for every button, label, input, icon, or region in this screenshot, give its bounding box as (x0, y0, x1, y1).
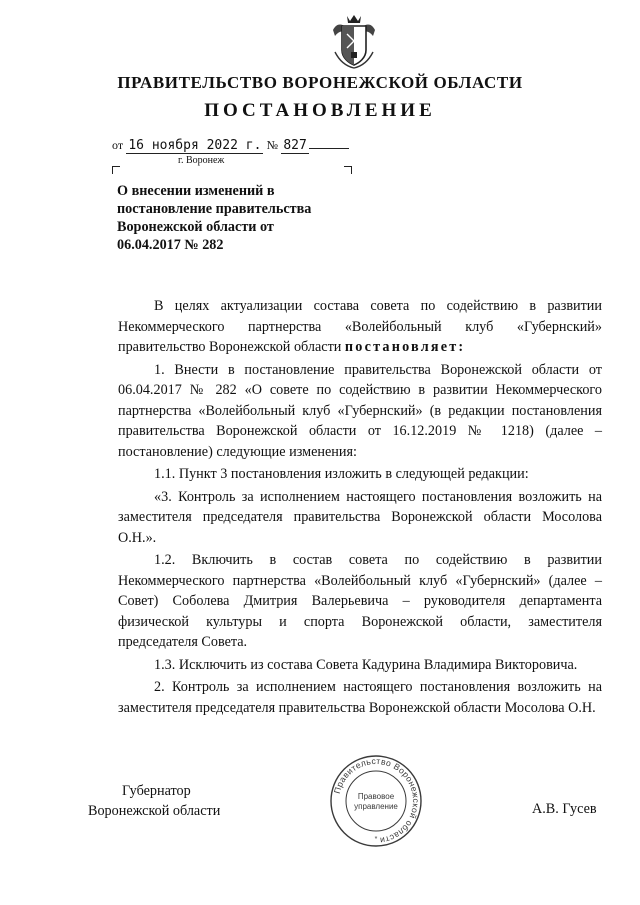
number-label: № (266, 138, 279, 152)
item-2: 2. Контроль за исполнением настоящего постановления возложить на заместителя председателя правительства Воронежской области Мосолова О.Н. (118, 679, 602, 716)
coat-of-arms-icon (329, 12, 379, 70)
stamp-seal-icon (328, 753, 424, 849)
document-body (118, 296, 602, 718)
number-underline (309, 148, 349, 149)
item-1-3: 1.3. Исключить из состава Совета Кадурина Владимира Викторовича. (154, 656, 578, 673)
subject-bracket-right (344, 166, 352, 174)
stamp-ring-text: Правительство Воронежской области (331, 755, 422, 846)
subject-line-1: О внесении изменений в (117, 183, 275, 199)
document-date: 16 ноября 2022 г. (128, 138, 262, 153)
from-label: от (112, 138, 124, 152)
stamp-center-line-2: управление (354, 802, 398, 811)
preamble-text: В целях актуализации состава совета по содействию в развитии Некоммерческого партнерства «Волейбольный клуб «Губернский» правительство Воронежской области (118, 298, 602, 355)
decree-word: постановляет: (344, 339, 466, 355)
stamp-center-line-1: Правовое (357, 792, 395, 801)
stamp-inner-ring (346, 771, 406, 831)
document-number: 827 (283, 138, 307, 153)
subject-line-2: постановление правительства (117, 201, 312, 217)
item-1-2: 1.2. Включить в состав совета по содействию в развитии Некоммерческого партнерства «Волейбольный клуб «Губернский» (далее – Совет) Соболева Дмитрия Валерьевича – руководителя департамента физической культуры и спорта Воронежской области, заместителя председателя Совета. (118, 552, 602, 650)
document-subject (117, 182, 357, 254)
position-line-1: Губернатор (122, 783, 191, 799)
city-label: г. Воронеж (178, 155, 225, 166)
signatory-position (88, 781, 220, 821)
subject-bracket-left (112, 166, 120, 174)
stamp-star-icon: * (374, 836, 378, 843)
position-line-2: Воронежской области (88, 803, 221, 819)
date-number-line (112, 137, 349, 153)
preamble-paragraph (118, 296, 602, 358)
item-1-1-quote: «3. Контроль за исполнением настоящего постановления возложить на заместителя председателя правительства Воронежской области Мосолова О.Н.». (118, 488, 602, 546)
document-type-title: ПОСТАНОВЛЕНИЕ (204, 100, 436, 121)
organization-title: ПРАВИТЕЛЬСТВО ВОРОНЕЖСКОЙ ОБЛАСТИ (117, 73, 523, 92)
signatory-name: А.В. Гусев (532, 801, 597, 817)
subject-line-3: Воронежской области от (117, 219, 274, 235)
item-1: 1. Внести в постановление правительства Воронежской области от 06.04.2017 № 282 «О совете по содействию в развитии Некоммерческого партнерства «Волейбольный клуб «Губернский» (в редакции постановления правительства Воронежской области от 16.12.2019 № 1218) (далее – постановление) следующие изменения: (118, 361, 602, 460)
item-1-1: 1.1. Пункт 3 постановления изложить в следующей редакции: (154, 466, 529, 482)
subject-line-4: 06.04.2017 № 282 (117, 237, 224, 253)
